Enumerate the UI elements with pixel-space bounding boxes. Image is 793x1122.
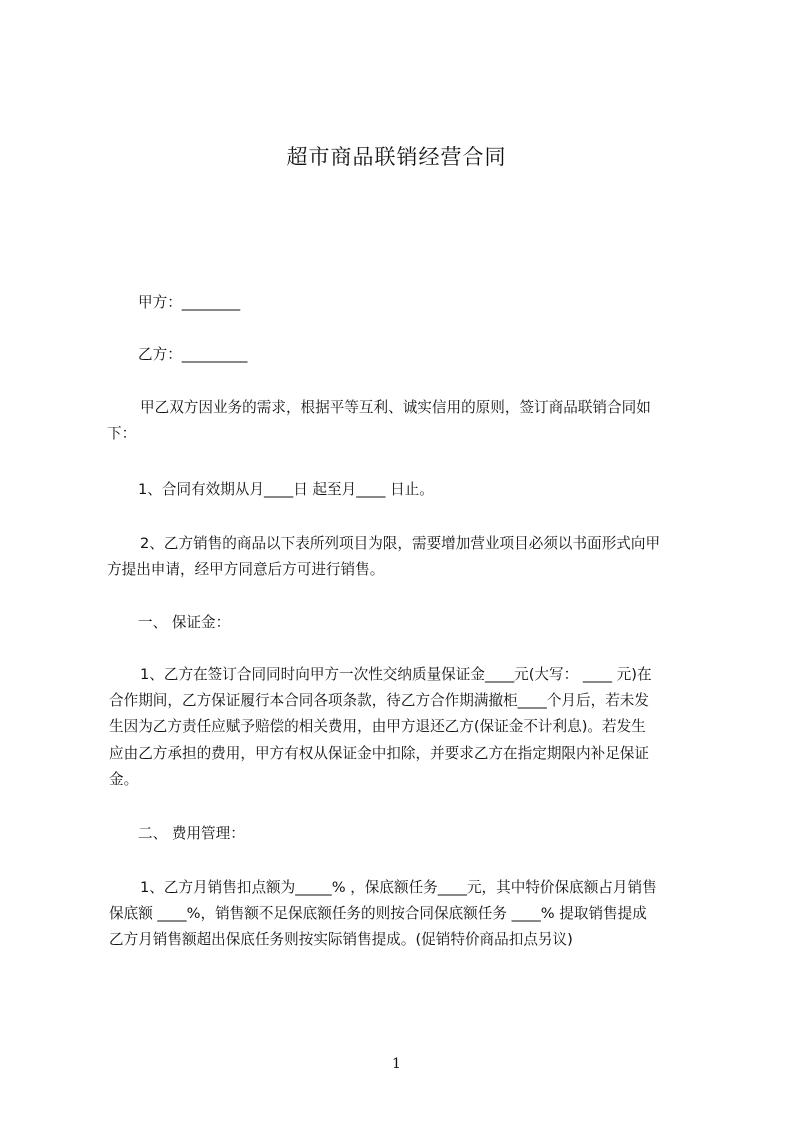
section-heading-deposit: 一、 保证金： bbox=[138, 614, 231, 631]
clause-sales-scope-line: 方提出申请，经甲方同意后方可进行销售。 bbox=[107, 561, 385, 578]
fees-paragraph-line: 1、乙方月销售扣点额为_____% ，保底额任务____元，其中特价保底额占月销售 bbox=[140, 879, 657, 896]
deposit-paragraph-line: 生因为乙方责任应赋予赔偿的相关费用，由甲方退还乙方(保证金不计利息)。若发生 bbox=[109, 718, 646, 735]
page-number: 1 bbox=[392, 1056, 401, 1072]
deposit-paragraph-line: 应由乙方承担的费用，甲方有权从保证金中扣除，并要求乙方在指定期限内补足保证 bbox=[109, 745, 649, 762]
section-heading-fees: 二、 费用管理： bbox=[138, 825, 245, 842]
intro-paragraph-line: 下： bbox=[107, 425, 137, 442]
deposit-paragraph-line: 合作期间，乙方保证履行本合同各项条款，待乙方合作期满撤柜____个月后，若未发 bbox=[109, 692, 649, 709]
party-a-line: 甲方：________ bbox=[138, 294, 241, 311]
clause-validity-period: 1、合同有效期从月____日 起至月____ 日止。 bbox=[138, 481, 434, 498]
party-b-line: 乙方：_________ bbox=[138, 346, 248, 363]
page-title: 超市商品联销经营合同 bbox=[286, 145, 507, 169]
intro-paragraph-line: 甲乙双方因业务的需求，根据平等互利、诚实信用的原则，签订商品联销合同如 bbox=[140, 399, 651, 416]
deposit-paragraph-line: 金。 bbox=[109, 771, 139, 788]
fees-paragraph-line: 保底额 ____%，销售额不足保底额任务的则按合同保底额任务 ____% 提取销售提成 bbox=[109, 905, 647, 922]
fees-paragraph-line: 乙方月销售额超出保底任务则按实际销售提成。(促销特价商品扣点另议) bbox=[109, 931, 573, 948]
deposit-paragraph-line: 1、乙方在签订合同同时向甲方一次性交纳质量保证金____元(大写： ____ 元)在 bbox=[140, 666, 652, 683]
clause-sales-scope-line: 2、乙方销售的商品以下表所列项目为限，需要增加营业项目必须以书面形式向甲 bbox=[140, 535, 661, 552]
